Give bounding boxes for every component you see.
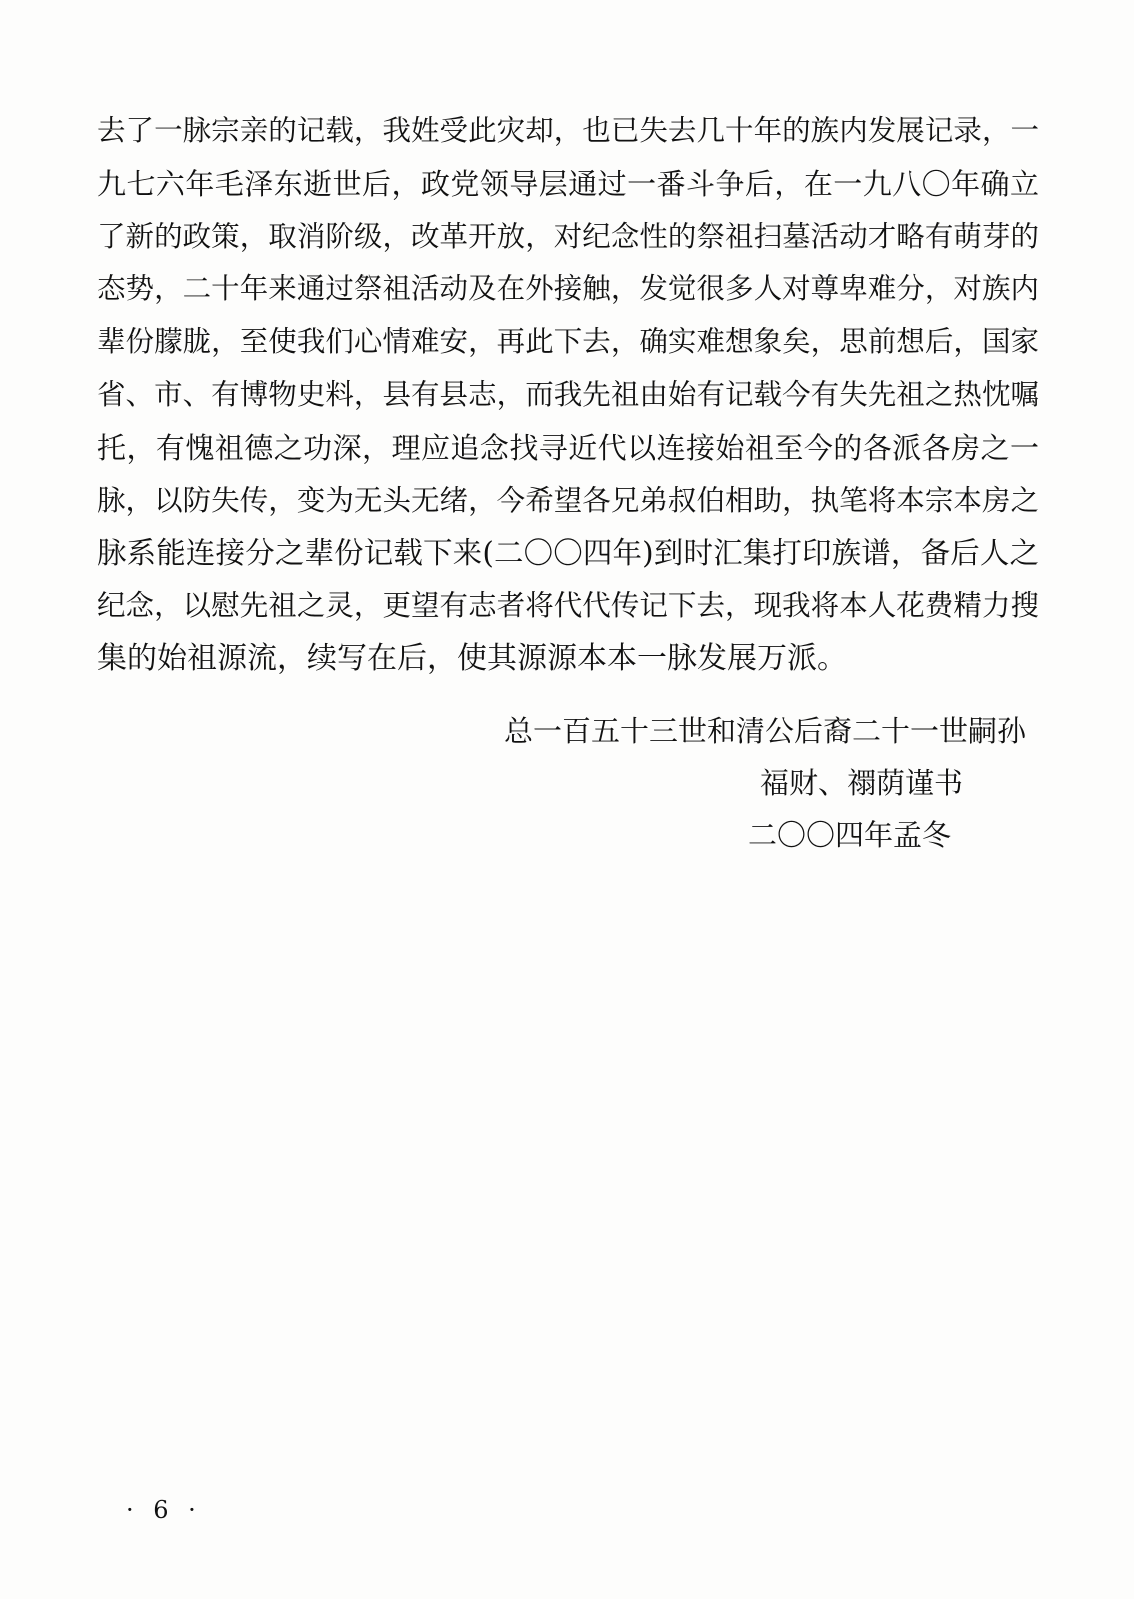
body-line: 集的始祖源流，续写在后，使其源源本本一脉发展万派。: [97, 640, 847, 676]
signature-block: [0, 705, 1134, 865]
body-line: 脉，以防失传，变为无头无绪，今希望各兄弟叔伯相助，执笔将本宗本房之: [97, 483, 1039, 517]
signature-authors: 福财、禤荫谨书: [760, 766, 964, 800]
page-number: · 6 ·: [126, 1496, 202, 1524]
body-line: 了新的政策，取消阶级，改革开放，对纪念性的祭祖扫墓活动才略有萌芽的: [97, 219, 1039, 253]
body-text: [97, 105, 1039, 686]
body-line: 脉系能连接分之辈份记载下来(二〇〇四年)到时汇集打印族谱，备后人之: [97, 536, 1039, 571]
body-line: 九七六年毛泽东逝世后，政党领导层通过一番斗争后，在一九八〇年确立: [97, 166, 1039, 201]
body-line: 托，有愧祖德之功深，理应追念找寻近代以连接始祖至今的各派各房之一: [97, 430, 1039, 465]
body-line: 态势，二十年来通过祭祖活动及在外接触，发觉很多人对尊卑难分，对族内: [97, 272, 1039, 306]
body-line: 省、市、有博物史料，县有县志，而我先祖由始有记载今有失先祖之热忱嘱: [97, 377, 1039, 411]
body-line: 纪念，以慰先祖之灵，更望有志者将代代传记下去，现我将本人花费精力搜: [97, 589, 1039, 623]
body-line: 辈份朦胧，至使我们心情难安，再此下去，确实难想象矣，思前想后，国家: [97, 325, 1039, 359]
body-line: 去了一脉宗亲的记载，我姓受此灾却，也已失去几十年的族内发展记录，一: [97, 114, 1039, 147]
signature-date: 二〇〇四年孟冬: [748, 818, 952, 852]
signature-lineage: 总一百五十三世和清公后裔二十一世嗣孙: [504, 714, 1027, 748]
